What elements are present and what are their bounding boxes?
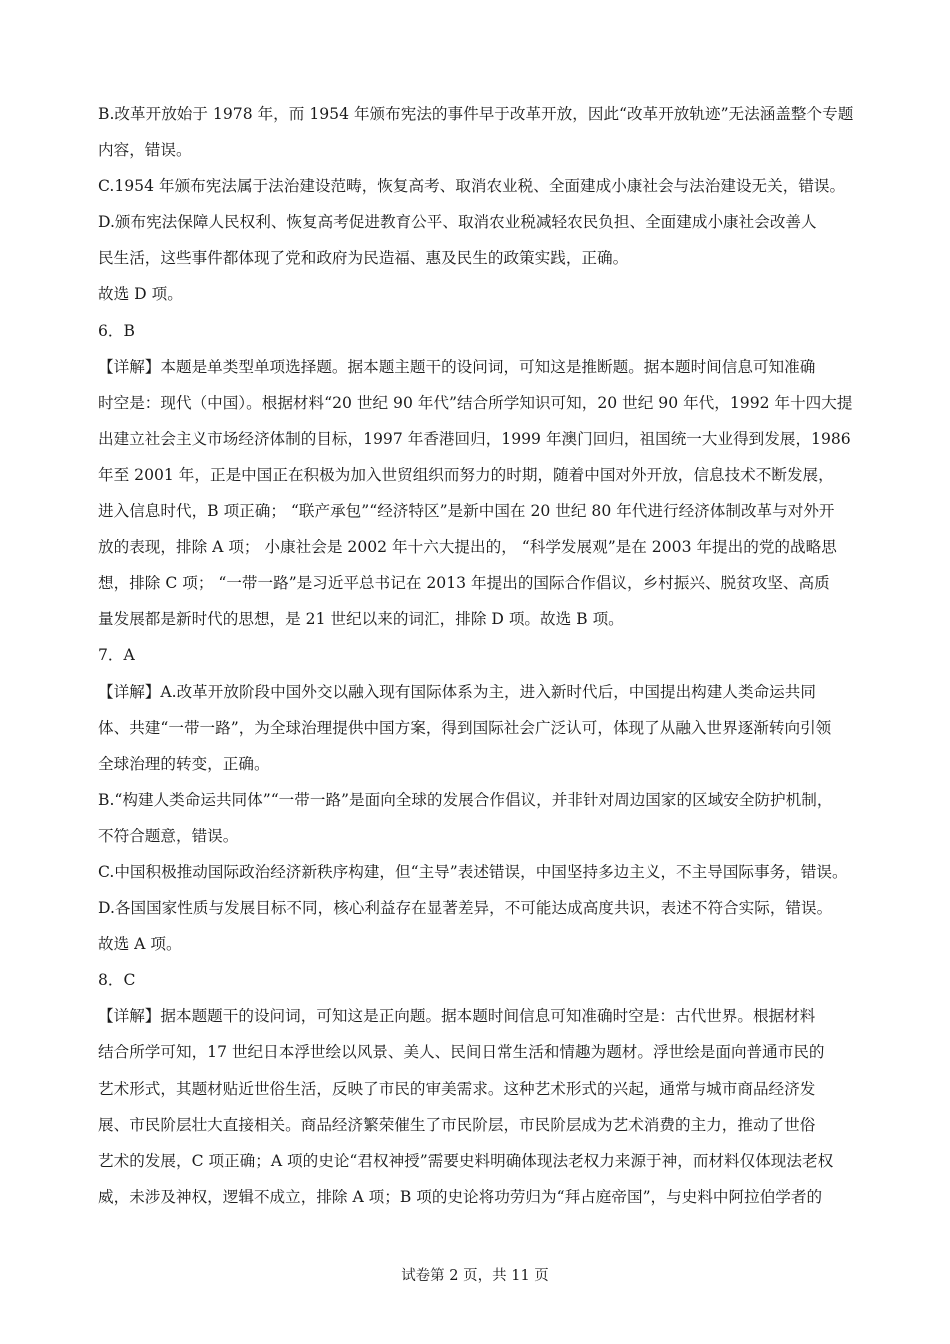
- text-line: 年至 2001 年，正是中国正在积极为加入世贸组织而努力的时期，随着中国对外开放，信息技术不断发展，: [98, 465, 834, 484]
- text-line: B.“构建人类命运共同体”“一带一路”是面向全球的发展合作倡议，并非针对周边国家的区域安全防护机制，: [98, 790, 833, 809]
- text-line: D.颁布宪法保障人民权利、恢复高考促进教育公平、取消农业税减轻农民负担、全面建成小康社会改善人: [98, 213, 817, 232]
- text-line: 8．C: [98, 971, 136, 990]
- text-line: 威，未涉及神权，逻辑不成立，排除 A 项；B 项的史论将功劳归为“拜占庭帝国”，与史料中阿拉伯学者的: [98, 1187, 823, 1206]
- text-line: C.中国积极推动国际政治经济新秩序构建，但“主导”表述错误，中国坚持多边主义，不主导国际事务，错误。: [98, 862, 848, 881]
- text-line: 展、市民阶层壮大直接相关。商品经济繁荣催生了市民阶层，市民阶层成为艺术消费的主力，推动了世俗: [98, 1115, 816, 1134]
- text-line: 全球治理的转变，正确。: [98, 754, 270, 773]
- text-line: 想，排除 C 项； “一带一路”是习近平总书记在 2013 年提出的国际合作倡议，乡村振兴、脱贫攻坚、高质: [98, 574, 830, 593]
- text-line: 体、共建“一带一路”，为全球治理提供中国方案，得到国际社会广泛认可，体现了从融入世界逐渐转向引领: [98, 718, 832, 737]
- text-line: 【详解】据本题题干的设问词，可知这是正向题。据本题时间信息可知准确时空是：古代世界。根据材料: [98, 1007, 816, 1026]
- text-line: 放的表现，排除 A 项； 小康社会是 2002 年十六大提出的， “科学发展观”是在 2003 年提出的党的战略思: [98, 538, 837, 557]
- text-line: 【详解】本题是单类型单项选择题。据本题主题干的设问词，可知这是推断题。据本题时间信息可知准确: [98, 357, 816, 376]
- text-line: 进入信息时代，B 项正确； “联产承包”“经济特区”是新中国在 20 世纪 80 年代进行经济体制改革与对外开: [98, 502, 835, 521]
- text-line: 结合所学可知，17 世纪日本浮世绘以风景、美人、民间日常生活和情趣为题材。浮世绘是面向普通市民的: [98, 1043, 825, 1062]
- text-line: D.各国国家性质与发展目标不同，核心利益存在显著差异，不可能达成高度共识，表述不符合实际，错误。: [98, 899, 833, 918]
- text-line: 故选 D 项。: [98, 285, 183, 304]
- text-line: 时空是：现代（中国）。根据材料“20 世纪 90 年代”结合所学知识可知，20 世纪 90 年代，1992 年十四大提: [98, 393, 853, 412]
- text-line: 量发展都是新时代的思想，是 21 世纪以来的词汇，排除 D 项。故选 B 项。: [98, 610, 624, 629]
- text-line: C.1954 年颁布宪法属于法治建设范畴，恢复高考、取消农业税、全面建成小康社会与法治建设无关，错误。: [98, 177, 846, 196]
- text-line: 民生活，这些事件都体现了党和政府为民造福、惠及民生的政策实践，正确。: [98, 249, 629, 268]
- text-line: 出建立社会主义市场经济体制的目标，1997 年香港回归，1999 年澳门回归，祖国统一大业得到发展，1986: [98, 429, 851, 448]
- text-line: 内容，错误。: [98, 141, 192, 160]
- text-line: 6．B: [98, 321, 135, 340]
- answer-text-body: [98, 96, 858, 1215]
- text-line: 艺术的发展，C 项正确；A 项的史论“君权神授”需要史料明确体现法老权力来源于神，而材料仅体现法老权: [98, 1151, 834, 1170]
- page-footer: 试卷第 2 页，共 11 页: [401, 1268, 549, 1284]
- text-line: 不符合题意，错误。: [98, 826, 239, 845]
- text-line: B.改革开放始于 1978 年，而 1954 年颁布宪法的事件早于改革开放，因此“改革开放轨迹”无法涵盖整个专题: [98, 105, 854, 123]
- text-line: 【详解】A.改革开放阶段中国外交以融入现有国际体系为主，进入新时代后，中国提出构建人类命运共同: [98, 682, 816, 701]
- text-line: 故选 A 项。: [98, 935, 182, 954]
- text-line: 7．A: [98, 646, 135, 665]
- text-line: 艺术形式，其题材贴近世俗生活，反映了市民的审美需求。这种艺术形式的兴起，通常与城市商品经济发: [98, 1079, 816, 1098]
